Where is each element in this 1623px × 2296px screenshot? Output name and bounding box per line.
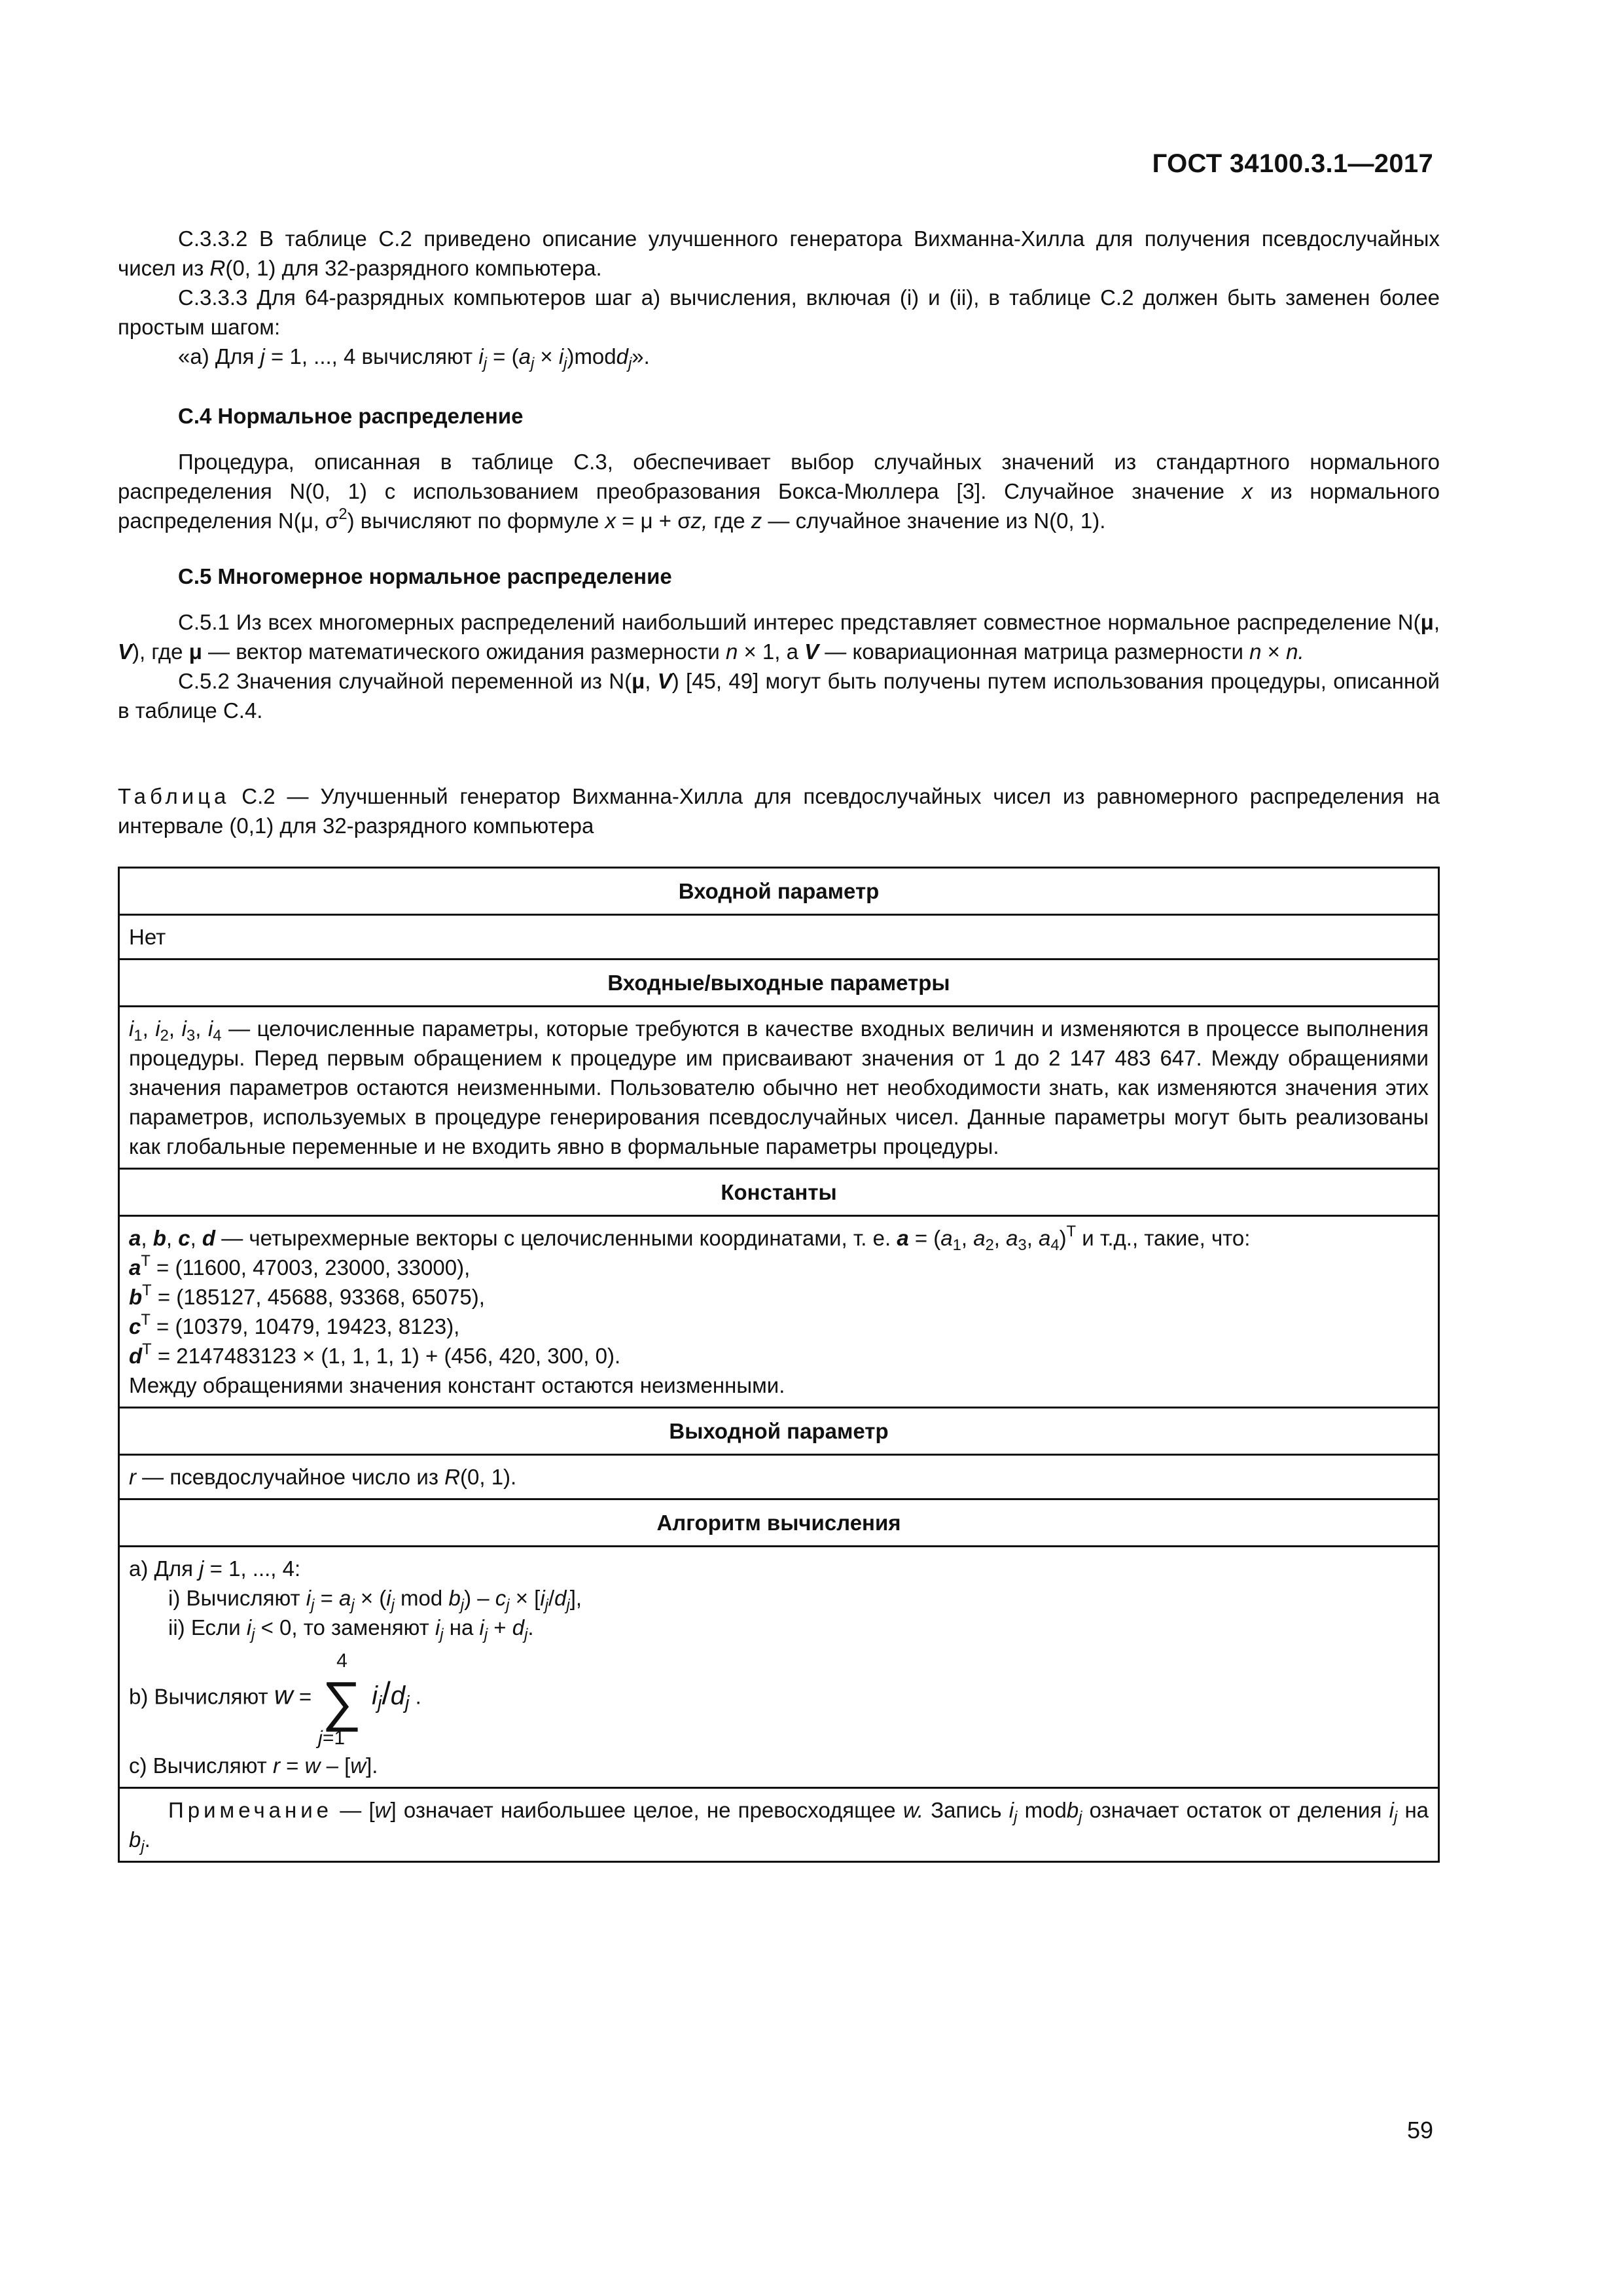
table-cell-constants — [119, 1216, 1439, 1408]
paragraph-c52: С.5.2 Значения случайной переменной из N(μ, V) [45, 49] могут быть получены путем использования процедуры, описанной в таблице С.4. — [118, 669, 1440, 723]
table-header-constants: Константы — [119, 1169, 1439, 1216]
text-block-c5 — [118, 607, 1440, 725]
section-c5 — [118, 562, 1440, 591]
table-cell-io: $i_1$, $i_2$, $i_3$, $i_4$ — целочисленные параметры, которые требуются в качестве входных величин и изменяются в процессе выполнения процедуры. Перед первым обращением к процедуре им присваивают значения от 1 до 2 147 483 647. Между обращениями значения параметров остаются неизменными. Пользователю обычно нет необходимости знать, как изменяются значения этих параметров, используемых в процедуре генерирования псевдослучайных чисел. Данные параметры могут быть реализованы как глобальные переменные и не входить явно в формальные параметры процедуры. — [119, 1007, 1439, 1169]
note-label: Примечание — [168, 1798, 333, 1822]
page-number: 59 — [1406, 2117, 1433, 2144]
paragraph-c333: С.3.3.3 Для 64-разрядных компьютеров шаг а) вычисления, включая (i) и (ii), в таблице С.2 должен быть заменен более простым шагом: — [118, 285, 1440, 339]
paragraph-step-a: «а) Для j = 1, ..., 4 вычисляют $i_j = (a_j$ × $i_j)modd_j$». — [178, 344, 650, 372]
constant-a: $a^T = (11600$, 47003, 23000, 33000), — [129, 1252, 471, 1280]
table-caption — [118, 781, 1440, 840]
constant-b: $b^T = (185127$, 45688, 93368, 65075), — [129, 1282, 485, 1309]
table-header-input: Входной параметр — [119, 868, 1439, 915]
section-c4 — [118, 401, 1440, 431]
table-caption-label: Таблица — [118, 784, 230, 808]
table-header-algorithm: Алгоритм вычисления — [119, 1499, 1439, 1547]
table-caption-text: С.2 — Улучшенный генератор Вихманна-Хилла для псевдослучайных чисел из равномерного распределения на интервале (0,1) для 32-разрядного компьютера — [118, 784, 1440, 838]
table-header-io: Входные/выходные параметры — [119, 960, 1439, 1007]
table-cell-output: r — псевдослучайное число из R(0, 1). — [119, 1455, 1439, 1499]
algo-step-c: с) Вычисляют r = w – [w]. — [129, 1753, 378, 1778]
table-c2 — [118, 867, 1440, 1863]
constants-note: Между обращениями значения констант остаются неизменными. — [129, 1373, 785, 1397]
section-heading-c5: С.5 Многомерное нормальное распределение — [178, 564, 672, 588]
paragraph-c4: Процедура, описанная в таблице С.3, обеспечивает выбор случайных значений из стандартного нормального распределения N(0, 1) с использованием преобразования Бокса-Мюллера [3]. Случайное значение x из нормального распределения N(μ, $\sigma^2$) вычисляют по формуле x = μ + σz, где z — случайное значение из N(0, 1). — [118, 450, 1440, 533]
table-note: Примечание — [w] означает наибольшее целое, не превосходящее w. Запись $i_j$ modb$_j$ означает остаток от деления $i_j$ на $b_j$. — [119, 1788, 1439, 1862]
section-heading-c4: С.4 Нормальное распределение — [178, 404, 524, 428]
algo-step-b: b) Вычисляют w = 4 ∑ j=1 $i_j/d_j$ . — [129, 1646, 1429, 1751]
table-cell-algorithm — [119, 1547, 1439, 1788]
algo-step-a-i: i) Вычисляют $i_j = a_j \times (i_j$ mod $b_j) - c_j \times [i_j/d_j]$, — [168, 1586, 582, 1614]
constants-definition: a, b, c, d — четырехмерные векторы с целочисленными координатами, т. е. $a = (a_1$, $a_2$, $a_3$, $a_4)^T$ и т.д., такие, что: — [129, 1223, 1251, 1254]
algo-step-a-ii: ii) Если $i_j < 0$, то заменяют $i_j$ на $i_j + d_j$. — [168, 1615, 534, 1643]
text-block-c4 — [118, 447, 1440, 535]
algo-step-a: а) Для j = 1, ..., 4: — [129, 1556, 301, 1581]
constant-d: $d^T = 2147483123 \times (1$, 1, 1, 1) + (456, 420, 300, 0). — [129, 1340, 621, 1368]
constant-c: $c^T = (10379$, 10479, 19423, 8123), — [129, 1311, 460, 1338]
summation-formula: 4 ∑ j=1 — [318, 1650, 362, 1749]
table-header-output: Выходной параметр — [119, 1408, 1439, 1455]
paragraph-c51: С.5.1 Из всех многомерных распределений наибольший интерес представляет совместное нормальное распределение N(μ, V), где μ — вектор математического ожидания размерности n × 1, а V — ковариационная матрица размерности n × n. — [118, 610, 1440, 664]
text-block-intro — [118, 224, 1440, 371]
paragraph-c332: С.3.3.2 В таблице С.2 приведено описание улучшенного генератора Вихманна-Хилла для получения псевдослучайных чисел из R(0, 1) для 32-разрядного компьютера. — [118, 226, 1440, 280]
table-cell-input: Нет — [119, 915, 1439, 960]
document-header: ГОСТ 34100.3.1—2017 — [1152, 149, 1433, 178]
